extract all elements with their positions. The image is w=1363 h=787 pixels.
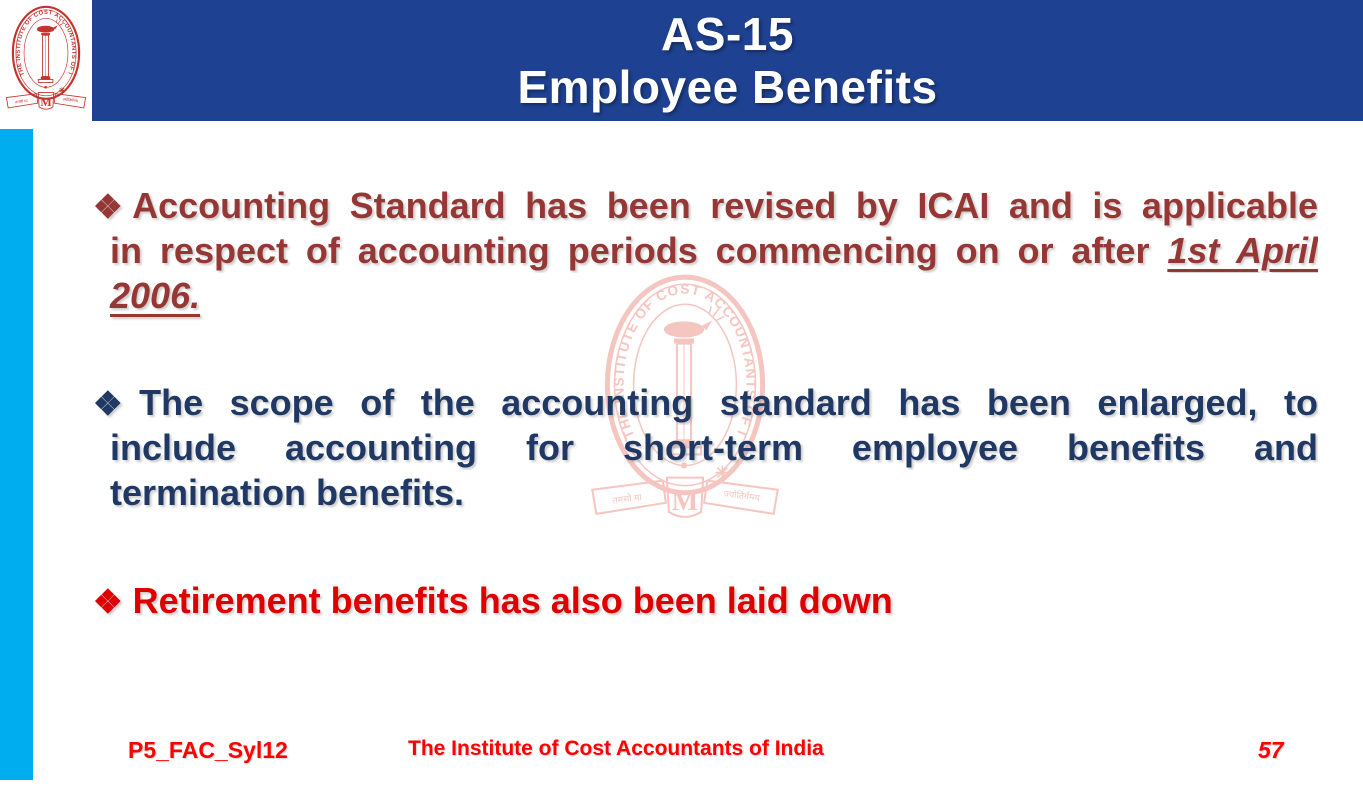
page-number: 57	[1258, 737, 1284, 763]
bullet-line	[93, 228, 1318, 273]
bullet-line	[93, 425, 1318, 470]
emphasized-date-text: 2006.	[110, 275, 201, 316]
slide-body	[93, 183, 1318, 623]
bullet-text: Accounting Standard has been revised by ICAI and is applicable	[132, 185, 1318, 226]
emphasized-date-text: 1st April	[1167, 230, 1318, 271]
diamond-bullet-icon: ❖	[93, 188, 133, 225]
diamond-bullet-icon: ❖	[93, 385, 140, 422]
footer-course-code: P5_FAC_Syl12	[128, 737, 288, 763]
bullet-text: in respect of accounting periods commencing on or after	[110, 230, 1150, 271]
bullet-line	[93, 470, 1318, 515]
bullet-text: termination benefits.	[110, 472, 465, 513]
bullet-line	[93, 183, 1318, 228]
bullet-line	[93, 380, 1318, 425]
institute-logo-emblem	[3, 2, 89, 114]
diamond-bullet-icon: ❖	[93, 583, 123, 620]
left-accent-stripe	[0, 129, 33, 780]
slide-title-line1: AS-15	[661, 7, 794, 60]
bullet-text: The scope of the accounting standard has been enlarged, to	[139, 382, 1318, 423]
bullet-revised-standard	[93, 183, 1318, 318]
bullet-text: include accounting for short-term employee benefits and	[110, 427, 1318, 468]
bullet-text: Retirement benefits has also been laid down	[132, 580, 893, 621]
footer-institute-name: The Institute of Cost Accountants of India	[408, 737, 824, 760]
bullet-enlarged-scope	[93, 380, 1318, 515]
institute-logo	[0, 0, 92, 116]
bullet-line	[93, 273, 1318, 318]
slide-title-bar	[92, 0, 1363, 121]
slide-title-line2: Employee Benefits	[517, 60, 938, 113]
bullet-line	[93, 578, 1318, 623]
bullet-retirement-benefits	[93, 578, 1318, 623]
